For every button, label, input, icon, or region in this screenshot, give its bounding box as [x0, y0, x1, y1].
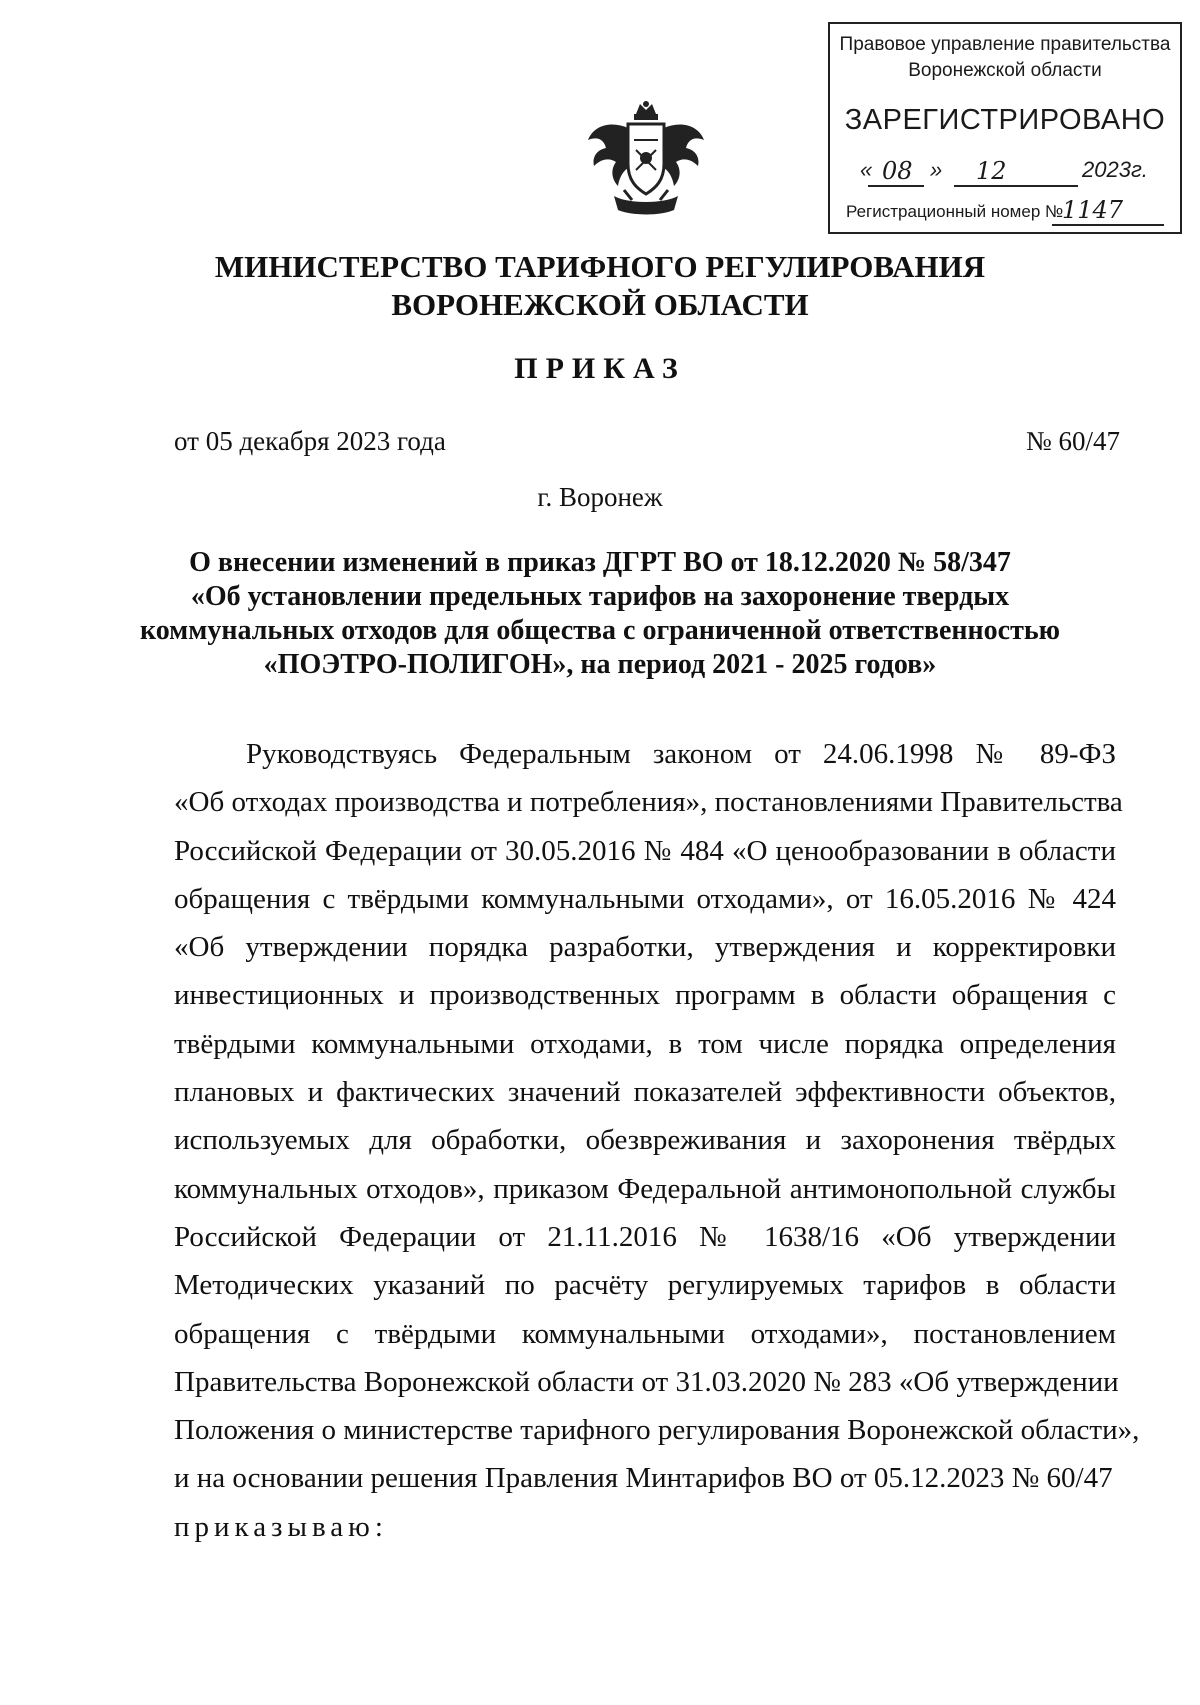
stamp-date — [830, 157, 1180, 187]
order-body — [174, 730, 1140, 1551]
document-type: ПРИКАЗ — [514, 352, 686, 385]
stamp-date-close-quote: » — [930, 157, 943, 182]
body-line: Российской Федерации от 21.11.2016 № 1638/16 «Об утверждении — [174, 1220, 1116, 1253]
ministry-title — [0, 248, 1200, 324]
body-line: Методических указаний по расчёту регулируемых тарифов в области — [174, 1269, 1116, 1302]
stamp-status: ЗАРЕГИСТРИРОВАНО — [844, 104, 1166, 136]
order-city: г. Воронеж — [537, 482, 663, 512]
stamp-date-month: 12 — [976, 157, 1007, 185]
stamp-reg-number: 1147 — [1062, 196, 1124, 224]
stamp-reg-label: Регистрационный номер № — [846, 202, 1064, 221]
ministry-title-line2: ВОРОНЕЖСКОЙ ОБЛАСТИ — [391, 287, 809, 322]
subject-line2: «Об установлении предельных тарифов на захоронение твердых — [190, 581, 1010, 612]
body-line-order-word: приказываю: — [174, 1510, 388, 1543]
body-line: твёрдыми коммунальными отходами, в том числе порядка определения — [174, 1027, 1116, 1060]
stamp-date-year: 2023г. — [1082, 157, 1148, 182]
stamp-day-underline — [868, 185, 924, 187]
registration-stamp — [828, 22, 1182, 234]
order-number: № 60/47 — [1025, 426, 1120, 456]
subject-line3: коммунальных отходов для общества с ограниченной ответственностью — [139, 615, 1061, 646]
coat-of-arms-icon — [584, 100, 708, 218]
body-line: плановых и фактических значений показателей эффективности объектов, — [174, 1076, 1116, 1109]
body-line: Правительства Воронежской области от 31.03.2020 № 283 «Об утверждении — [174, 1365, 1119, 1398]
body-line: обращения с твёрдыми коммунальными отходами», от 16.05.2016 № 424 — [174, 882, 1116, 915]
body-line: и на основании решения Правления Минтарифов ВО от 05.12.2023 № 60/47 — [174, 1462, 1113, 1495]
body-line: коммунальных отходов», приказом Федеральной антимонопольной службы — [174, 1172, 1116, 1205]
stamp-date-day: 08 — [882, 157, 913, 185]
stamp-org-line2: Воронежской области — [908, 60, 1102, 81]
stamp-month-underline — [954, 185, 1078, 187]
body-line: Руководствуясь Федеральным законом от 24.06.1998 № 89-ФЗ — [246, 738, 1116, 770]
stamp-reg-number-row — [830, 196, 1196, 224]
stamp-org-line1: Правовое управление правительства — [839, 34, 1171, 55]
body-line: «Об отходах производства и потребления», постановлениями Правительства — [174, 786, 1123, 819]
order-date: от 05 декабря 2023 года — [174, 426, 446, 456]
body-line: обращения с твёрдыми коммунальными отходами», постановлением — [174, 1317, 1116, 1350]
body-line: инвестиционных и производственных программ в области обращения с — [174, 979, 1116, 1012]
body-line: Российской Федерации от 30.05.2016 № 484 «О ценообразовании в области — [174, 834, 1116, 867]
body-line: Положения о министерстве тарифного регулирования Воронежской области», — [174, 1414, 1140, 1447]
subject-line1: О внесении изменений в приказ ДГРТ ВО от 18.12.2020 № 58/347 — [189, 547, 1011, 578]
order-subject — [0, 546, 1200, 682]
ministry-title-line1: МИНИСТЕРСТВО ТАРИФНОГО РЕГУЛИРОВАНИЯ — [214, 249, 986, 284]
stamp-date-open-quote: « — [860, 157, 873, 182]
body-line: «Об утверждении порядка разработки, утверждения и корректировки — [174, 931, 1116, 964]
stamp-number-underline — [1052, 224, 1164, 226]
subject-line4: «ПОЭТРО-ПОЛИГОН», на период 2021 - 2025 годов» — [263, 649, 937, 680]
body-line: используемых для обработки, обезвреживания и захоронения твёрдых — [174, 1124, 1116, 1157]
